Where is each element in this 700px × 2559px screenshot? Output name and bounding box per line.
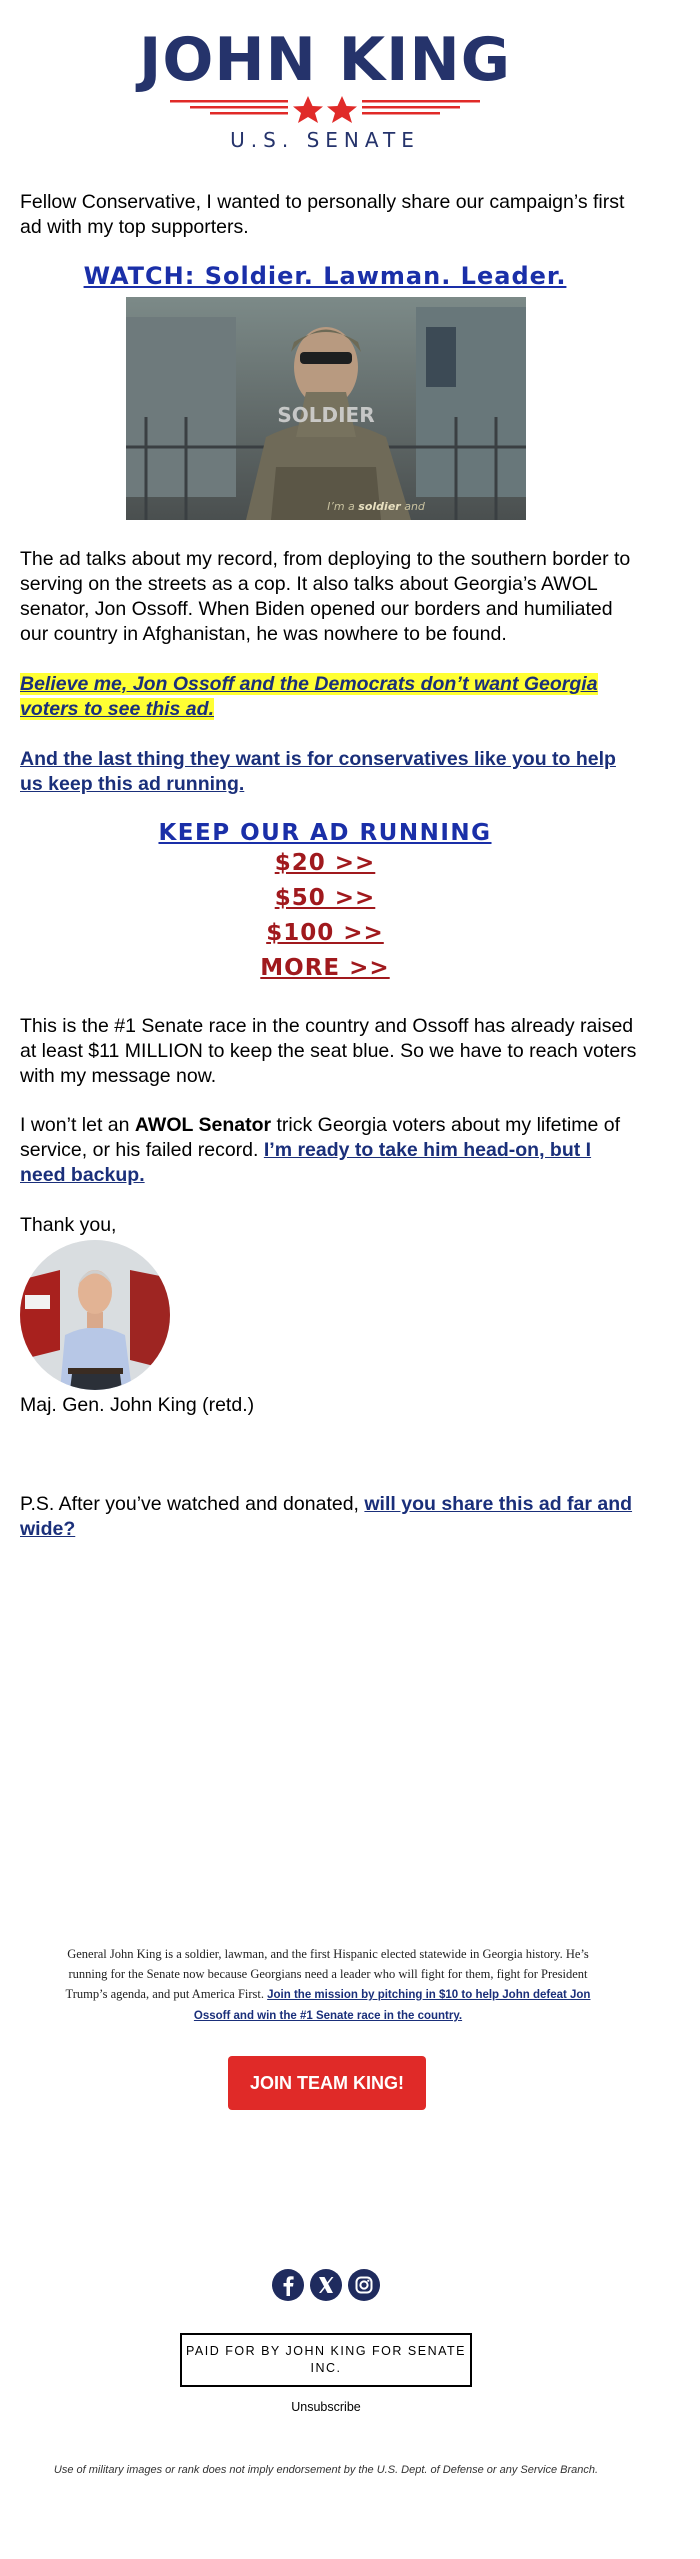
awol-senator-bold: AWOL Senator <box>134 1114 272 1136</box>
stars-stripes-icon <box>170 94 480 124</box>
awol-text-mid: trick Georgia voters about my lifetime of service, or his failed record. <box>20 1114 621 1161</box>
ps-paragraph <box>20 1492 640 1542</box>
footer-bio-text: General John King is a soldier, lawman, and the first Hispanic elected statewide in Georgia history. He’s running for the Senate now because Georgians need a leader who will fight for them, fight for President Trump’s agenda, and put America First. <box>65 1947 589 2001</box>
share-ad-link[interactable]: will you share this ad far and wide? <box>20 1493 633 1540</box>
highlight-paragraph[interactable] <box>20 672 640 722</box>
watch-video-link[interactable]: WATCH: Soldier. Lawman. Leader. <box>83 262 567 290</box>
ps-text: P.S. After you’ve watched and donated, <box>20 1493 365 1515</box>
intro-paragraph: Fellow Conservative, I wanted to personally share our campaign’s first ad with my top supporters. <box>20 191 625 238</box>
awol-paragraph <box>20 1113 640 1188</box>
signature: Maj. Gen. John King (retd.) <box>20 1394 255 1416</box>
unsubscribe-link[interactable]: Unsubscribe <box>291 2400 361 2414</box>
video-overlay-word: SOLDIER <box>277 403 375 427</box>
backup-link[interactable]: I’m ready to take him head-on, but I need backup. <box>20 1139 592 1186</box>
soldier-image <box>126 297 526 520</box>
donate-more-button[interactable]: MORE >> <box>260 955 390 981</box>
logo-subtitle: U.S. SENATE <box>230 128 420 152</box>
candidate-photo <box>20 1240 170 1390</box>
donate-block <box>0 820 650 986</box>
thank-you: Thank you, <box>20 1214 117 1236</box>
donate-20-button[interactable]: $20 >> <box>274 850 376 876</box>
military-disclaimer: Use of military images or rank does not imply endorsement by the U.S. Dept. of Defense or any Service Branch. <box>53 2464 599 2476</box>
instagram-icon[interactable] <box>348 2269 380 2301</box>
video-caption: I’m a soldier and <box>327 500 425 513</box>
logo-name: JOHN KING <box>139 25 511 95</box>
donate-heading[interactable]: KEEP OUR AD RUNNING <box>158 820 492 846</box>
record-paragraph: The ad talks about my record, from deploying to the southern border to serving on the streets as a cop. It also talks about Georgia’s AWOL senator, Jon Ossoff. When Biden opened our borders and humiliated our country in Afghanistan, he was nowhere to be found. <box>20 548 631 645</box>
donate-50-button[interactable]: $50 >> <box>274 885 376 911</box>
facebook-icon[interactable] <box>272 2269 304 2301</box>
awol-text-pre: I won’t let an <box>20 1114 135 1136</box>
video-thumbnail[interactable] <box>126 297 526 520</box>
keep-ad-running-link[interactable]: And the last thing they want is for conservatives like you to help us keep this ad running. <box>20 748 616 795</box>
donate-100-button[interactable]: $100 >> <box>266 920 384 946</box>
highlighted-link[interactable]: Believe me, Jon Ossoff and the Democrats don’t want Georgia voters to see this ad. <box>20 673 598 720</box>
x-icon[interactable] <box>310 2269 342 2301</box>
paid-for-box: PAID FOR BY JOHN KING FOR SENATE INC. <box>180 2333 472 2387</box>
join-mission-link[interactable]: Join the mission by pitching in $10 to help John defeat Jon Ossoff and win the #1 Senate race in the country. <box>193 1989 591 2022</box>
footer-bio <box>48 1944 608 2026</box>
last-thing-paragraph[interactable] <box>20 747 640 797</box>
join-team-king-button[interactable]: JOIN TEAM KING! <box>228 2056 426 2110</box>
campaign-logo <box>0 25 650 152</box>
race-paragraph: This is the #1 Senate race in the country and Ossoff has already raised at least $11 MILLION to keep the seat blue. So we have to reach voters with my message now. <box>20 1015 637 1087</box>
